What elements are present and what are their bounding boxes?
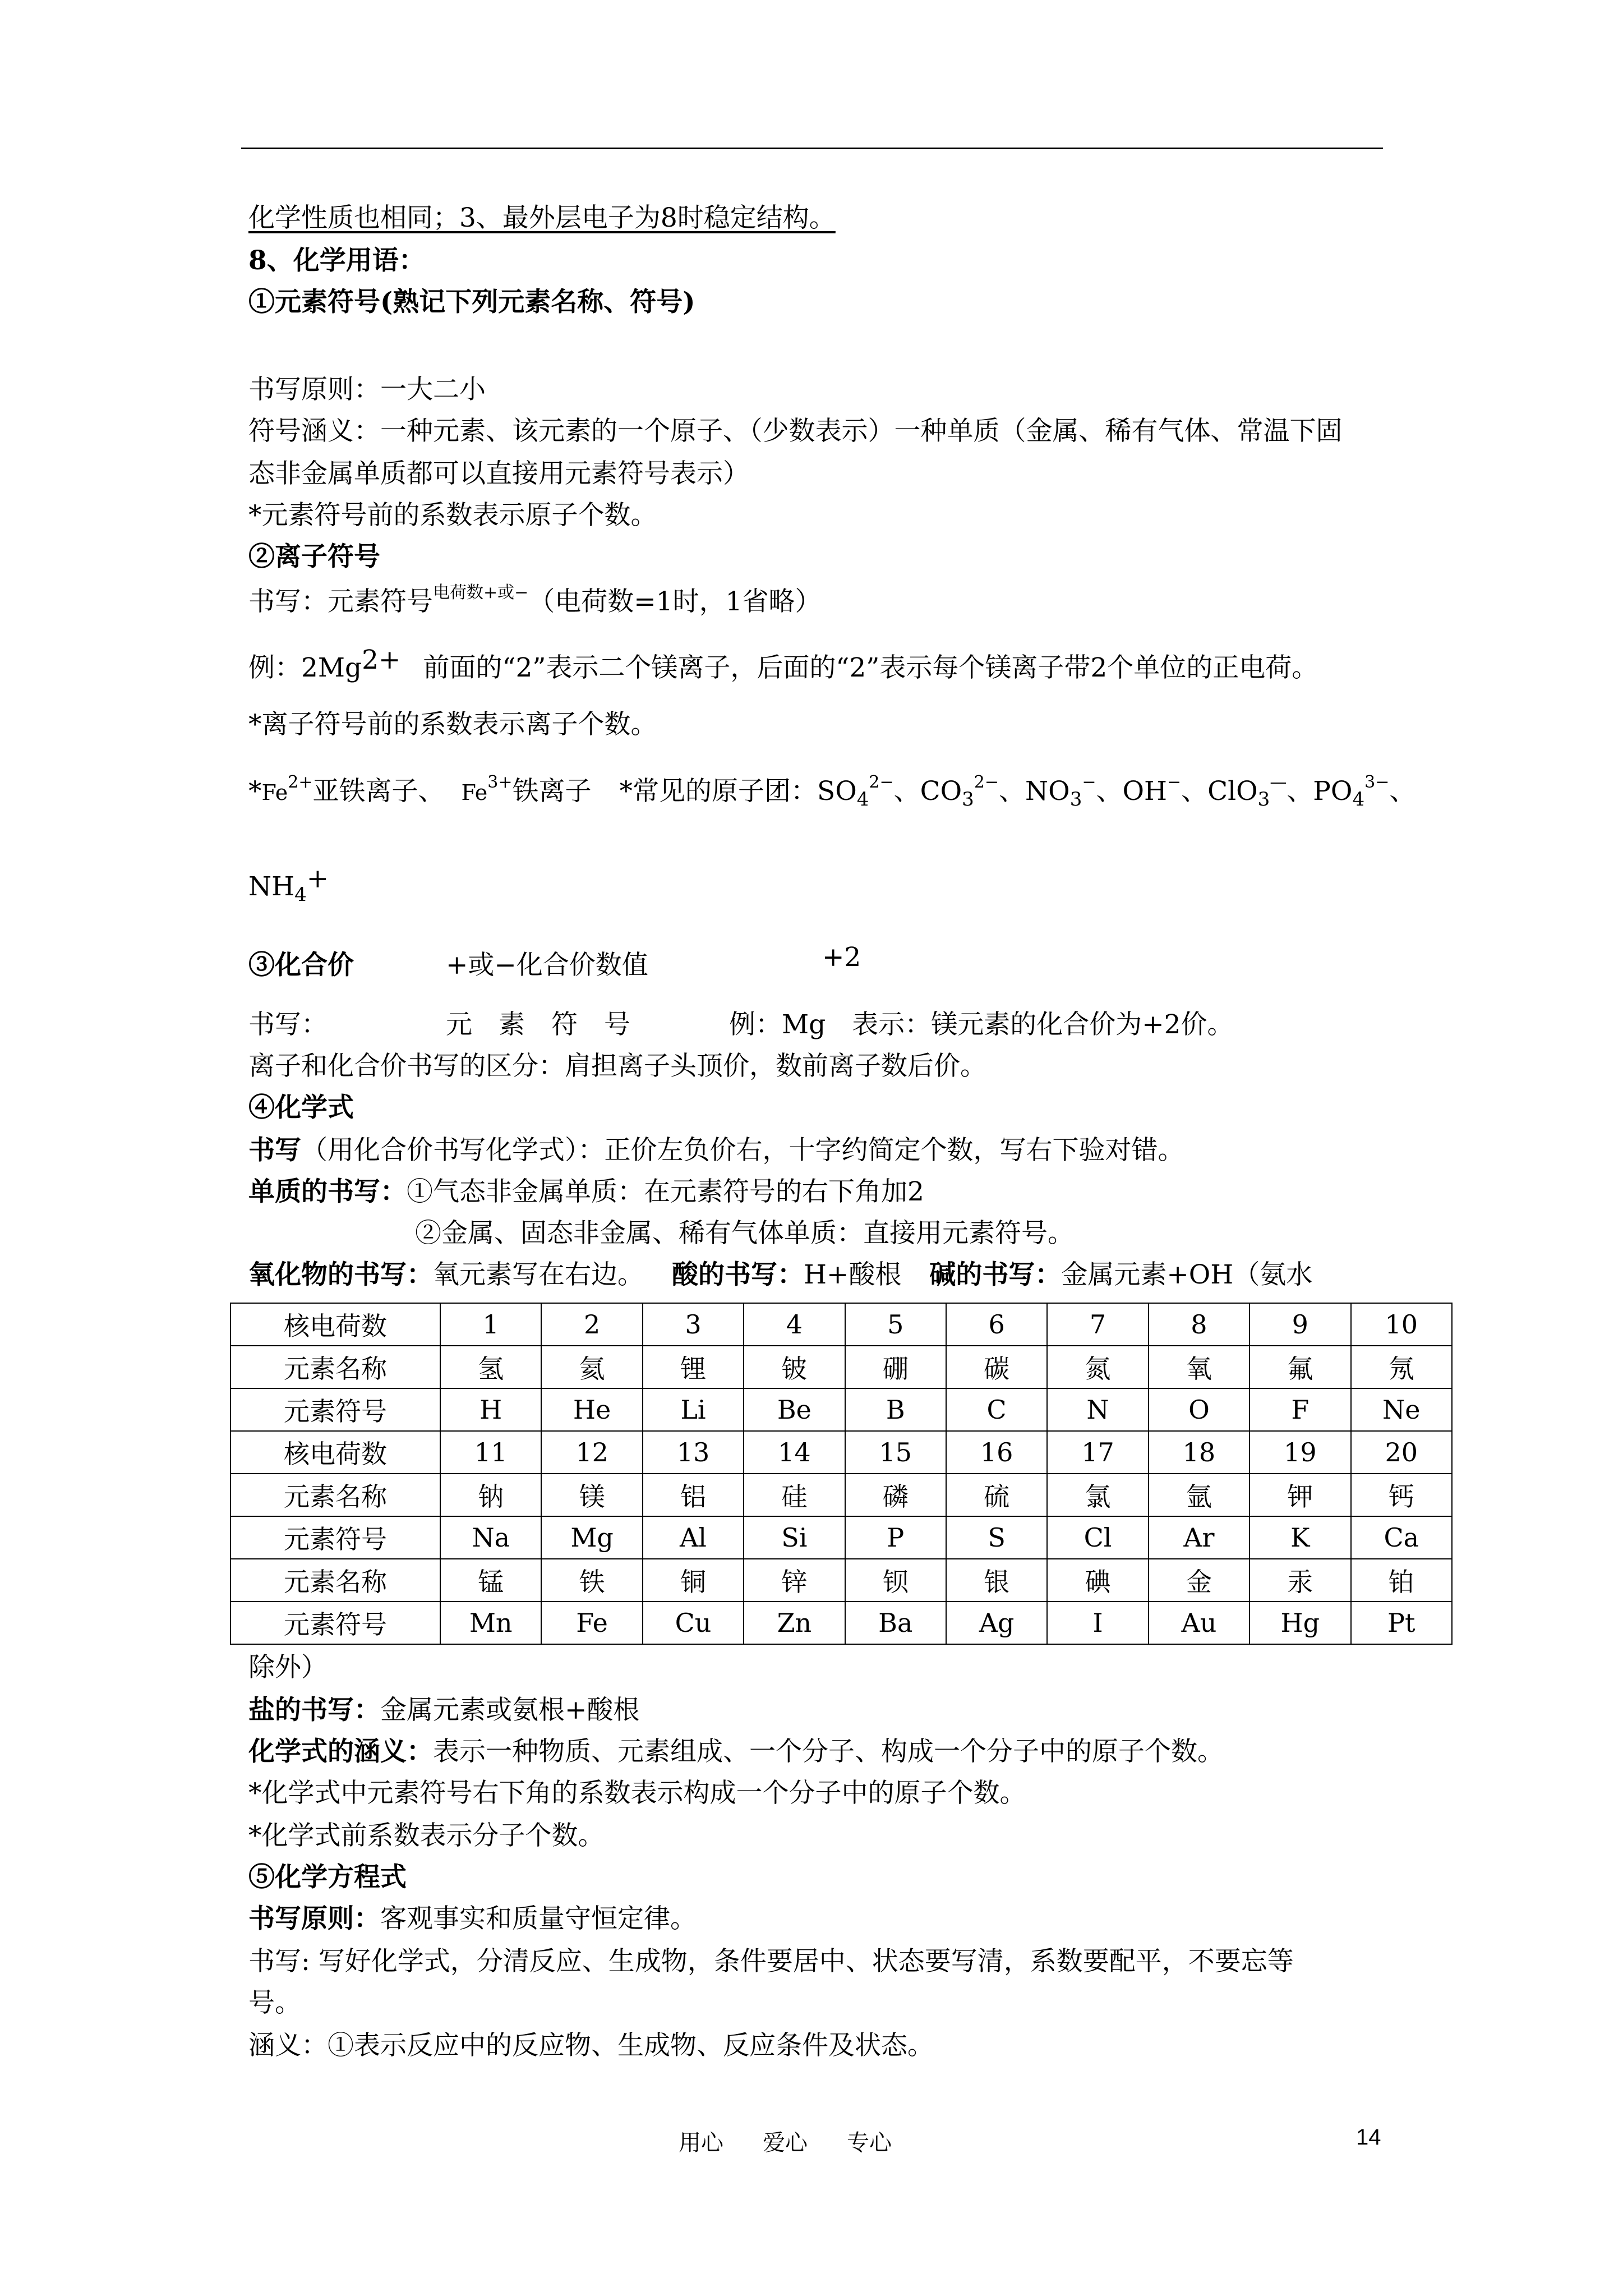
chlorate-symbol: 、ClO: [1181, 776, 1258, 807]
table-cell: 氦: [541, 1346, 642, 1388]
table-cell: O: [1149, 1388, 1249, 1431]
table-cell: 硫: [946, 1474, 1047, 1516]
ferric-symbol: Fe: [461, 780, 488, 805]
table-cell: 铂: [1351, 1559, 1452, 1602]
carbonate-charge: 2−: [974, 772, 999, 792]
table-cell: 磷: [845, 1474, 946, 1516]
table-cell: Ba: [845, 1602, 946, 1644]
phosphate-symbol: 、PO: [1287, 776, 1353, 807]
table-cell: Al: [643, 1516, 744, 1559]
table-cell: Cu: [643, 1602, 744, 1644]
subsection-heading-ion-symbols: ②离子符号: [248, 541, 380, 572]
text-line-formula-meaning: [248, 1737, 1224, 1767]
table-cell: 碘: [1047, 1559, 1148, 1602]
table-cell: 钾: [1249, 1474, 1350, 1516]
table-cell: 硼: [845, 1346, 946, 1388]
example-explanation: 前面的“2”表示二个镁离子，后面的“2”表示每个镁离子带2个单位的正电荷。: [423, 652, 1318, 683]
table-row-header: 核电荷数: [230, 1431, 440, 1474]
text-line-ammonium: [248, 864, 329, 906]
table-cell: Mg: [541, 1516, 642, 1559]
subsection-heading-formula: ④化学式: [248, 1092, 354, 1123]
table-cell: Na: [440, 1516, 541, 1559]
subsection-heading-equation: ⑤化学方程式: [248, 1862, 407, 1893]
nitrate-symbol: 、NO: [999, 776, 1070, 807]
carbonate-subscript: 3: [962, 788, 974, 811]
ion-charge-superscript: 电荷数+或−: [433, 583, 529, 602]
table-row: [230, 1303, 1452, 1346]
table-cell: Ca: [1351, 1516, 1452, 1559]
table-row: [230, 1431, 1452, 1474]
note-ion-coefficient: *离子符号前的系数表示离子个数。: [248, 709, 657, 740]
table-cell: 氢: [440, 1346, 541, 1388]
star-marker: *: [248, 776, 262, 807]
table-cell: 硅: [744, 1474, 845, 1516]
table-cell: Cl: [1047, 1516, 1148, 1559]
note-subscript-coefficient: *化学式中元素符号右下角的系数表示构成一个分子中的原子个数。: [248, 1778, 1026, 1809]
ammonium-symbol: NH: [248, 871, 295, 902]
salt-text: 金属元素或氨根+酸根: [380, 1695, 640, 1726]
table-cell: Be: [744, 1388, 845, 1431]
text-line-symbol-meaning-cont: 态非金属单质都可以直接用元素符号表示）: [248, 458, 749, 489]
table-cell: 12: [541, 1431, 642, 1474]
valence-notation: +或−化合价数值: [446, 950, 648, 981]
table-cell: 4: [744, 1303, 845, 1346]
ammonium-subscript: 4: [294, 884, 307, 906]
ammonium-charge: +: [306, 863, 329, 894]
table-cell: Au: [1149, 1602, 1249, 1644]
atomic-groups-label: *常见的原子团：SO: [619, 776, 857, 807]
text-line-symbol-meaning: 符号涵义：一种元素、该元素的一个原子、（少数表示）一种单质（金属、稀有气体、常温下固: [248, 416, 1343, 447]
table-cell: 5: [845, 1303, 946, 1346]
acid-text: H+酸根: [804, 1259, 902, 1290]
table-cell: 氟: [1249, 1346, 1350, 1388]
table-cell: Ne: [1351, 1388, 1452, 1431]
example-label: 例：2Mg: [248, 652, 362, 683]
table-cell: 氖: [1351, 1346, 1452, 1388]
table-cell: Pt: [1351, 1602, 1452, 1644]
text-line-element-substance: [248, 1177, 924, 1207]
hydroxide-charge: −: [1167, 772, 1182, 792]
base-text: 金属元素+OH（氨水: [1061, 1259, 1313, 1290]
phosphate-charge: 3−: [1364, 772, 1390, 792]
footer-text-2: 爱心: [763, 2130, 808, 2156]
table-cell: 铁: [541, 1559, 642, 1602]
formula-writing-label: 书写: [248, 1135, 301, 1166]
table-row: [230, 1388, 1452, 1431]
ion-writing-note: （电荷数=1时，1省略）: [528, 586, 822, 617]
table-cell: 铜: [643, 1559, 744, 1602]
trailing-comma: 、: [1389, 776, 1416, 807]
table-row: [230, 1516, 1452, 1559]
oxide-text: 氧元素写在右边。: [433, 1259, 644, 1290]
table-cell: S: [946, 1516, 1047, 1559]
table-cell: 碳: [946, 1346, 1047, 1388]
table-cell: H: [440, 1388, 541, 1431]
chlorate-subscript: 3: [1257, 788, 1270, 811]
ferrous-name: 亚铁离子、: [312, 776, 445, 807]
table-cell: 14: [744, 1431, 845, 1474]
text-line-writing-rule: 书写原则：一大二小: [248, 374, 486, 405]
table-cell: 19: [1249, 1431, 1350, 1474]
table-cell: C: [946, 1388, 1047, 1431]
table-cell: 17: [1047, 1431, 1148, 1474]
chlorate-charge: —: [1270, 772, 1287, 792]
table-cell: B: [845, 1388, 946, 1431]
table-cell: P: [845, 1516, 946, 1559]
footer-text-3: 专心: [847, 2130, 892, 2156]
phosphate-subscript: 4: [1352, 788, 1365, 811]
table-cell: 3: [643, 1303, 744, 1346]
table-cell: N: [1047, 1388, 1148, 1431]
table-row-header: 元素名称: [230, 1474, 440, 1516]
carbonate-symbol: 、CO: [893, 776, 962, 807]
footer-text-1: 用心: [679, 2130, 723, 2156]
text-line-formula-writing: [248, 1135, 1184, 1166]
text-line-common-ions: [248, 773, 1415, 811]
table-cell: 8: [1149, 1303, 1249, 1346]
table-row: [230, 1474, 1452, 1516]
table-cell: Ar: [1149, 1516, 1249, 1559]
element-substance-label: 单质的书写：: [248, 1176, 407, 1207]
text-line-oxide-acid-base: [248, 1260, 1312, 1290]
table-row: [230, 1559, 1452, 1602]
sulfate-charge: 2−: [869, 772, 894, 792]
text-line-1: 化学性质也相同；3、最外层电子为8时稳定结构。: [248, 203, 836, 233]
table-cell: 15: [845, 1431, 946, 1474]
table-cell: 20: [1351, 1431, 1452, 1474]
table-row-header: 元素名称: [230, 1346, 440, 1388]
table-cell: 铍: [744, 1346, 845, 1388]
valence-writing-label: 书写：: [248, 1009, 328, 1040]
text-line-equation-writing-cont: 号。: [248, 1987, 301, 2018]
text-line-equation-principle: [248, 1904, 697, 1934]
table-cell: 10: [1351, 1303, 1452, 1346]
table-cell: 13: [643, 1431, 744, 1474]
text-line-ion-writing: [248, 583, 821, 617]
table-cell: 7: [1047, 1303, 1148, 1346]
table-cell: 镁: [541, 1474, 642, 1516]
formula-writing-text: （用化合价书写化学式）：正价左负价右，十字约简定个数，写右下验对错。: [301, 1135, 1184, 1166]
section-heading-8: 8、化学用语：: [248, 245, 425, 276]
example-charge: 2+: [362, 645, 401, 675]
table-cell: I: [1047, 1602, 1148, 1644]
equation-principle-label: 书写原则：: [248, 1903, 380, 1934]
note-atom-coefficient: *元素符号前的系数表示原子个数。: [248, 500, 657, 531]
table-row: [230, 1602, 1452, 1644]
table-cell: 11: [440, 1431, 541, 1474]
table-cell: 18: [1149, 1431, 1249, 1474]
valence-writing-symbol: 元 素 符 号: [446, 1009, 630, 1040]
table-cell: 氯: [1047, 1474, 1148, 1516]
element-substance-gas: ①气态非金属单质：在元素符号的右下角加2: [407, 1176, 924, 1207]
table-cell: Ag: [946, 1602, 1047, 1644]
table-cell: 氮: [1047, 1346, 1148, 1388]
table-cell: 金: [1149, 1559, 1249, 1602]
table-cell: 汞: [1249, 1559, 1350, 1602]
table-cell: 钡: [845, 1559, 946, 1602]
table-cell: 氩: [1149, 1474, 1249, 1516]
table-row-header: 元素符号: [230, 1516, 440, 1559]
table-cell: F: [1249, 1388, 1350, 1431]
text-line-base-exception: 除外）: [248, 1652, 328, 1683]
table-cell: Fe: [541, 1602, 642, 1644]
text-line-ion-valence-distinction: 离子和化合价书写的区分：肩担离子头顶价，数前离子数后价。: [248, 1051, 986, 1082]
table-row-header: 元素名称: [230, 1559, 440, 1602]
text-line-salt: [248, 1695, 639, 1726]
hydroxide-symbol: 、OH: [1096, 776, 1167, 807]
formula-meaning-text: 表示一种物质、元素组成、一个分子、构成一个分子中的原子个数。: [433, 1736, 1224, 1767]
equation-principle-text: 客观事实和质量守恒定律。: [380, 1903, 697, 1934]
table-cell: 锂: [643, 1346, 744, 1388]
table-row-header: 元素符号: [230, 1602, 440, 1644]
nitrate-charge: −: [1082, 772, 1096, 792]
subsection-heading-valence: ③化合价: [248, 950, 354, 981]
valence-writing-example: 例：Mg 表示：镁元素的化合价为+2价。: [729, 1009, 1234, 1040]
table-cell: 6: [946, 1303, 1047, 1346]
table-cell: Si: [744, 1516, 845, 1559]
element-substance-solid: ②金属、固态非金属、稀有气体单质：直接用元素符号。: [415, 1218, 1074, 1249]
table-cell: 1: [440, 1303, 541, 1346]
table-cell: Hg: [1249, 1602, 1350, 1644]
table-cell: Mn: [440, 1602, 541, 1644]
acid-label: 酸的书写：: [672, 1259, 804, 1290]
ferrous-symbol: Fe: [261, 780, 288, 805]
text-line-equation-meaning: 涵义：①表示反应中的反应物、生成物、反应条件及状态。: [248, 2030, 934, 2061]
oxide-label: 氧化物的书写：: [248, 1259, 433, 1290]
table-cell: K: [1249, 1516, 1350, 1559]
valence-example-value: +2: [822, 942, 861, 973]
ferric-name: 铁离子: [512, 776, 592, 807]
note-formula-coefficient: *化学式前系数表示分子个数。: [248, 1820, 605, 1851]
table-cell: Li: [643, 1388, 744, 1431]
table-cell: 钠: [440, 1474, 541, 1516]
table-cell: 2: [541, 1303, 642, 1346]
table-cell: Zn: [744, 1602, 845, 1644]
table-cell: 铝: [643, 1474, 744, 1516]
page-number: 14: [1356, 2125, 1381, 2150]
table-row: [230, 1346, 1452, 1388]
table-cell: 氧: [1149, 1346, 1249, 1388]
table-cell: 锌: [744, 1559, 845, 1602]
formula-meaning-label: 化学式的涵义：: [248, 1736, 433, 1767]
element-table: [230, 1303, 1453, 1645]
text-line-ion-example: [248, 645, 1318, 683]
table-row-header: 核电荷数: [230, 1303, 440, 1346]
subsection-heading-element-symbols: ①元素符号(熟记下列元素名称、符号): [248, 287, 695, 318]
table-cell: 9: [1249, 1303, 1350, 1346]
table-cell: He: [541, 1388, 642, 1431]
ferric-charge: 3+: [487, 772, 513, 792]
salt-label: 盐的书写：: [248, 1695, 380, 1726]
base-label: 碱的书写：: [929, 1259, 1062, 1290]
ion-writing-label: 书写：元素符号: [248, 586, 433, 617]
header-rule: [241, 148, 1383, 149]
table-cell: 16: [946, 1431, 1047, 1474]
table-row-header: 元素符号: [230, 1388, 440, 1431]
sulfate-subscript: 4: [856, 788, 869, 811]
table-cell: 钙: [1351, 1474, 1452, 1516]
nitrate-subscript: 3: [1069, 788, 1082, 811]
table-cell: 锰: [440, 1559, 541, 1602]
ferrous-charge: 2+: [288, 772, 313, 792]
table-cell: 银: [946, 1559, 1047, 1602]
text-line-equation-writing: 书写: 写好化学式，分清反应、生成物，条件要居中、状态要写清，系数要配平，不要忘等: [248, 1946, 1294, 1977]
